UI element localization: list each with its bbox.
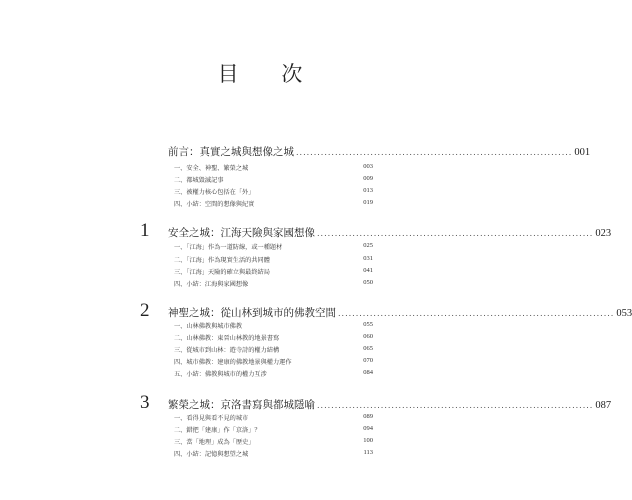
section-page: 070 [363,357,373,364]
section-label: 四、城市佛教：建康的佛教地景與權力運作 [174,359,292,366]
section-label: 四、小結：空間的想像與紀實 [174,201,255,208]
toc-section-row[interactable] [174,345,373,354]
section-label: 二、都城毀滅記事 [174,177,224,184]
section-label: 一、安全、神聖、繁榮之城 [174,165,249,172]
chapter-page: 087 [595,400,612,411]
section-page: 009 [363,175,373,182]
chapter-title: 神聖之城：從山林到城市的佛教空間 [168,307,336,319]
toc-section-row[interactable] [174,199,373,208]
toc-chapter-heading[interactable] [168,305,632,320]
dot-leader: .............................................................................. [338,309,615,318]
dot-leader: .............................................................................. [296,148,573,157]
chapter-number: 3 [140,392,150,413]
chapter-page: 023 [595,228,612,239]
section-page: 094 [363,425,373,432]
toc-section-row[interactable] [174,163,373,172]
section-page: 060 [363,333,373,340]
section-page: 003 [363,163,373,170]
page-title: 目 次 [217,62,321,86]
toc-section-row[interactable] [174,369,373,378]
section-page: 013 [363,187,373,194]
chapter-number: 2 [140,300,150,321]
toc-section-row[interactable] [174,255,373,264]
toc-section-row[interactable] [174,321,373,330]
section-page: 084 [363,369,373,376]
toc-section-row[interactable] [174,413,373,422]
section-page: 100 [363,437,373,444]
section-page: 055 [363,321,373,328]
toc-section-row[interactable] [174,357,373,366]
toc-section-row[interactable] [174,449,373,458]
toc-section-row[interactable] [174,267,373,276]
toc-section-row[interactable] [174,437,373,446]
section-page: 031 [363,255,373,262]
section-label: 一、山林佛教與城市佛教 [174,323,243,330]
section-page: 113 [363,449,373,456]
dot-leader: .............................................................................. [317,401,594,410]
toc-section-row[interactable] [174,175,373,184]
chapter-title: 安全之城：江海天險與家國想像 [168,227,315,239]
toc-section-row[interactable] [174,279,373,288]
chapter-page: 053 [616,308,632,319]
toc-section-row[interactable] [174,333,373,342]
section-page: 089 [363,413,373,420]
dot-leader: .............................................................................. [317,229,594,238]
toc-section-row[interactable] [174,425,373,434]
section-label: 三、被權力核心包括在「外」 [174,189,255,196]
section-label: 二、錯把「建康」作「京洛」？ [174,427,261,434]
chapter-number: 1 [140,220,150,241]
section-label: 三、當「地理」成為「歷史」 [174,439,255,446]
section-label: 一、「江海」作為一道防線，或一種題材 [174,244,283,251]
section-label: 三、從城市到山林：遊寺詩的權力結構 [174,347,280,354]
toc-chapter-heading[interactable] [168,144,591,159]
section-label: 一、看得見與看不見的城市 [174,415,249,422]
section-label: 二、山林佛教：東晉山林教的地景書寫 [174,335,280,342]
section-page: 065 [363,345,373,352]
toc-chapter-heading[interactable] [168,397,612,412]
section-label: 五、小結：佛教與城市的權力互涉 [174,371,267,378]
section-label: 四、小結：江海與家國想像 [174,281,249,288]
toc-chapter-heading[interactable] [168,225,612,240]
toc-section-row[interactable] [174,242,373,251]
section-page: 050 [363,279,373,286]
chapter-title: 前言：真實之城與想像之城 [168,146,294,158]
section-page: 041 [363,267,373,274]
section-page: 019 [363,199,373,206]
section-page: 025 [363,242,373,249]
chapter-page: 001 [574,147,591,158]
section-label: 三、「江海」天險的確立與最終結局 [174,269,270,276]
section-label: 二、「江海」作為現實生活的共同體 [174,257,270,264]
section-label: 四、小結：記憶與想望之城 [174,451,249,458]
toc-section-row[interactable] [174,187,373,196]
chapter-title: 繁榮之城：京洛書寫與都城隱喻 [168,399,315,411]
